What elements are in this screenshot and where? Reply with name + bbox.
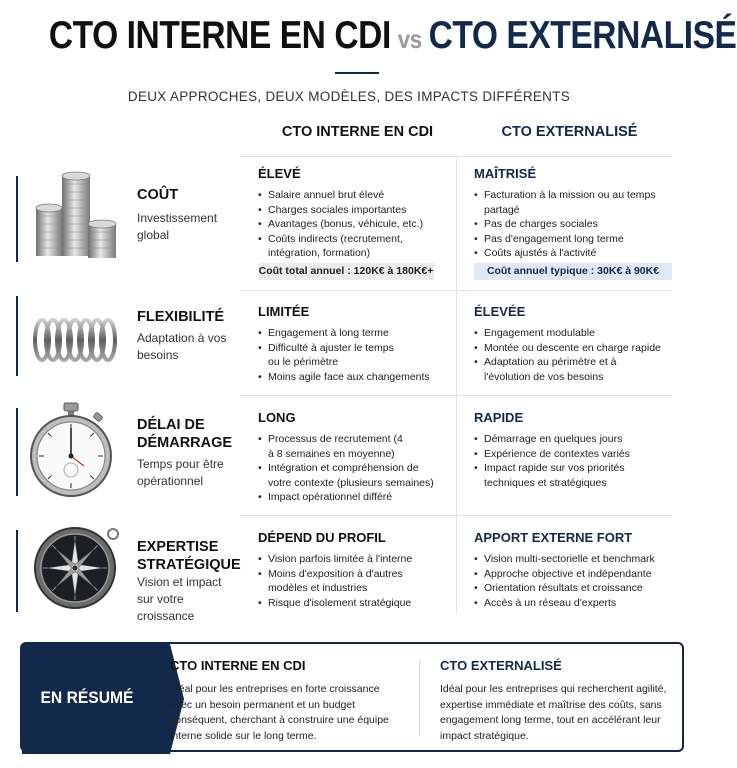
cell-external-flexibilite [474, 304, 684, 384]
summary-internal [170, 658, 398, 744]
column-header-external: CTO EXTERNALISÉ [501, 124, 638, 140]
list-item: • Charges sociales importantes [258, 203, 468, 218]
cell-heading: ÉLEVÉE [474, 304, 526, 319]
cell-internal-delai [258, 410, 468, 505]
list-item: • Pas d'engagement long terme [474, 232, 684, 247]
page-subtitle: DEUX APPROCHES, DEUX MODÈLES, DES IMPACTS DIFFÉRENTS [127, 89, 571, 104]
list-item: • Vision parfois limitée à l'interne [258, 552, 468, 567]
row-title: FLEXIBILITÉ [137, 309, 224, 325]
list-item: • Démarrage en quelques jours [474, 432, 684, 447]
list-item: • Pas de charges sociales [474, 217, 684, 232]
list-item: • Impact rapide sur vos priorités techniques et stratégiques [474, 461, 646, 490]
list-item: • Coûts indirects (recrutement, intégration, formation) [258, 232, 408, 261]
row-accent-bar [16, 530, 18, 612]
row-title: DÉLAI DE DÉMARRAGE [137, 417, 233, 451]
list-item: • Coûts ajustés à l'activité [474, 246, 684, 261]
coin-stack-icon [28, 166, 128, 266]
stopwatch-icon [28, 400, 128, 500]
list-item: • Accès à un réseau d'experts [474, 596, 684, 611]
list-item: • Risque d'isolement stratégique [258, 596, 468, 611]
page-title [48, 14, 737, 58]
cost-badge-external: Coût annuel typique : 30K€ à 90K€ [474, 263, 672, 280]
header-rule [240, 156, 672, 157]
list-item: • Facturation à la mission ou au temps partagé [474, 188, 656, 217]
cell-heading: RAPIDE [474, 410, 524, 425]
list-item: • Difficulté à ajuster le temps ou le périmètre [258, 341, 398, 370]
compass-icon [28, 522, 128, 622]
row-divider [240, 395, 672, 396]
row-label-delai [137, 416, 241, 490]
list-item: • Moins d'exposition à d'autres modèles et industries [258, 567, 440, 596]
spring-icon [28, 290, 128, 390]
list-item: • Adaptation au périmètre et à l'évolution de vos besoins [474, 355, 646, 384]
row-divider [240, 290, 672, 291]
row-accent-bar [16, 296, 18, 376]
title-internal: CTO INTERNE EN CDI [48, 14, 391, 57]
summary-title: EN RÉSUMÉ [40, 688, 134, 707]
cell-internal-cout [258, 166, 468, 261]
list-item: • Salaire annuel brut élevé [258, 188, 468, 203]
list-item: • Engagement modulable [474, 326, 684, 341]
cell-heading: DÉPEND DU PROFIL [258, 530, 386, 545]
title-divider [335, 72, 379, 74]
row-accent-bar [16, 408, 18, 496]
summary-external [440, 658, 668, 744]
title-external: CTO EXTERNALISÉ [428, 14, 737, 57]
row-label-cout [137, 186, 241, 244]
row-divider [240, 515, 672, 516]
summary-side-panel [22, 644, 170, 754]
cell-external-cout [474, 166, 684, 261]
row-title: EXPERTISE STRATÉGIQUE [137, 539, 241, 573]
row-description: Adaptation à vos besoins [137, 331, 227, 362]
cell-heading: LONG [258, 410, 296, 425]
list-item: • Avantages (bonus, véhicule, etc.) [258, 217, 468, 232]
row-description: Temps pour être opérationnel [137, 457, 224, 488]
list-item: • Montée ou descente en charge rapide [474, 341, 684, 356]
summary-text: Idéal pour les entreprises qui recherchent agilité, expertise immédiate et maîtrise des coûts, sans engagement long terme, tout en accélérant leur impact stratégique. [440, 683, 667, 742]
row-label-flexibilite [137, 308, 241, 364]
list-item: • Vision multi-sectorielle et benchmark [474, 552, 684, 567]
list-item: • Expérience de contextes variés [474, 447, 684, 462]
row-description: Vision et impact sur votre croissance [137, 575, 222, 623]
cell-heading: LIMITÉE [258, 304, 310, 319]
summary-divider [419, 660, 420, 736]
list-item: • Moins agile face aux changements [258, 370, 468, 385]
cell-heading: MAÎTRISÉ [474, 166, 537, 181]
cell-external-expertise [474, 530, 684, 610]
cell-internal-flexibilite [258, 304, 468, 384]
summary-box [20, 642, 684, 752]
cell-external-delai [474, 410, 684, 490]
cell-internal-expertise [258, 530, 468, 610]
list-item: • Approche objective et indépendante [474, 567, 684, 582]
summary-heading: CTO INTERNE EN CDI [170, 658, 306, 673]
row-title: COÛT [137, 187, 179, 203]
summary-heading: CTO EXTERNALISÉ [440, 658, 562, 673]
summary-text: Idéal pour les entreprises en forte croissance avec un besoin permanent et un budget conséquent, cherchant à construire une équipe interne solide sur le long terme. [170, 683, 389, 742]
cell-heading: ÉLEVÉ [258, 166, 301, 181]
title-vs: vs [397, 24, 422, 54]
list-item: • Engagement à long terme [258, 326, 468, 341]
cost-badge-internal: Coût total annuel : 120K€ à 180K€+ [258, 263, 434, 280]
list-item: • Impact opérationnel différé [258, 490, 468, 505]
row-accent-bar [16, 176, 18, 262]
cell-heading: APPORT EXTERNE FORT [474, 530, 633, 545]
row-description: Investissement global [137, 211, 218, 242]
list-item: • Intégration et compréhension de votre contexte (plusieurs semaines) [258, 461, 436, 490]
list-item: • Orientation résultats et croissance [474, 581, 684, 596]
list-item: • Processus de recrutement (4 à 8 semaines en moyenne) [258, 432, 408, 461]
row-label-expertise [137, 538, 241, 625]
column-header-internal: CTO INTERNE EN CDI [281, 124, 434, 140]
